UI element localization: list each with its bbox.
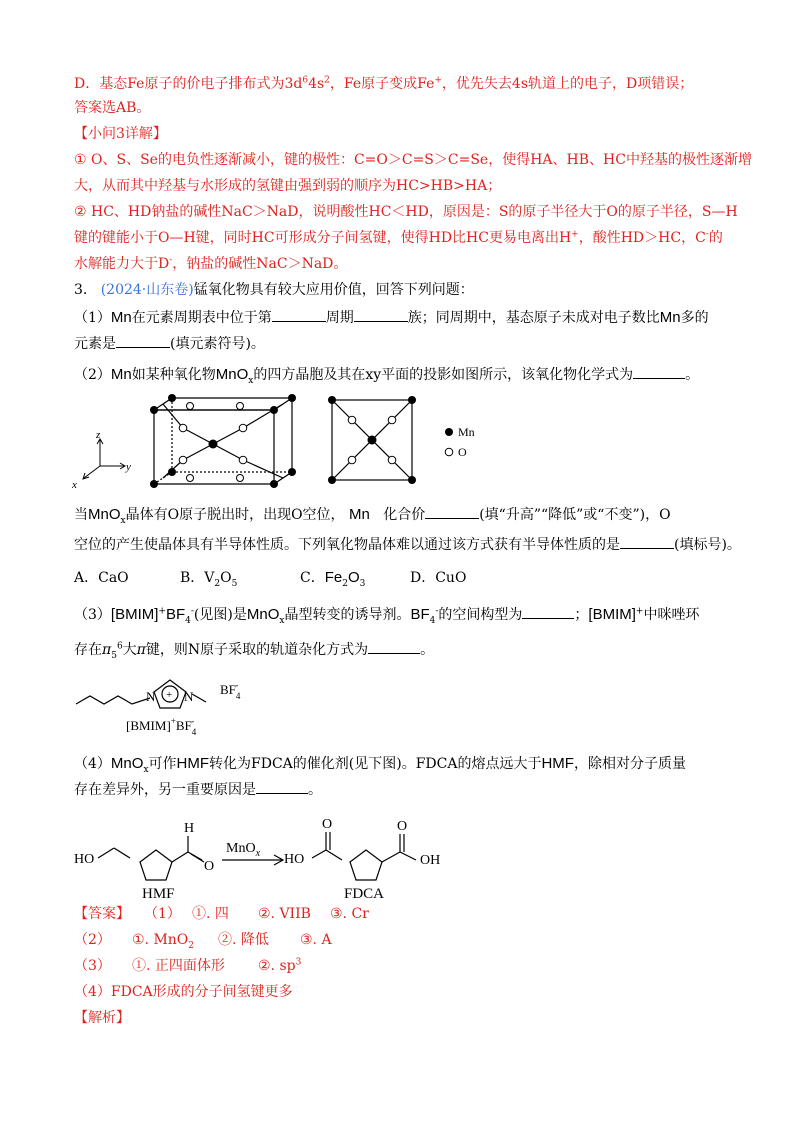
q4-line1: （4）MnO$_x$可作HMF转化为FDCA的催化剂(见下图)。FDCA的熔点远大于HMF，除相对分子质量 <box>74 755 686 775</box>
fdca-label: FDCA <box>344 886 385 902</box>
fdca-o1: O <box>322 817 333 832</box>
fdca-oh: OH <box>420 853 441 868</box>
prev-option-d: D．基态Fe原子的价电子排布式为$3d^64s^2$，Fe原子变成Fe+，优先失去4s轨道上的电子，D项错误； <box>74 75 694 92</box>
blank-q1-period[interactable] <box>272 307 326 322</box>
reaction-scheme <box>70 808 470 904</box>
answer-tag: 【答案】 <box>74 906 130 922</box>
hmf-h: H <box>184 821 195 836</box>
blank-q2-option[interactable] <box>620 534 674 549</box>
q2-line3: 空位的产生使晶体具有半导体性质。下列氧化物晶体难以通过该方式获有半导体性质的是 (填标号)。 <box>74 533 800 557</box>
analysis-tag: 【解析】 <box>74 1010 130 1026</box>
q2-line1: （2）Mn如某种氧化物MnO$_x$的四方晶胞及其在xy平面的投影如图所示，该氧化物化学式为 。 <box>74 366 700 386</box>
blank-q1-element[interactable] <box>116 333 170 348</box>
blank-q2-formula[interactable] <box>633 364 685 379</box>
hmf-label: HMF <box>142 886 175 902</box>
q4-line2: 存在差异外，另一重要原因是 。 <box>74 778 800 802</box>
q1-line2: 元素是 (填元素符号)。 <box>74 332 800 356</box>
legend-mn-label: Mn <box>458 425 475 439</box>
legend-mn-marker <box>445 428 453 436</box>
fdca-bonds <box>312 832 416 880</box>
prev-header-3: 【小问3详解】 <box>74 126 167 142</box>
prev-p1b: 大，从而其中羟基与水形成的氢键由强到弱的顺序为HC>HB>HA； <box>74 178 502 194</box>
blank-q2-valence[interactable] <box>425 504 479 519</box>
question-stem: 3. (2024·山东卷)锰氧化物具有较大应用价值，回答下列问题： <box>74 282 474 298</box>
answer-line-3: （3） ①. 正四面体形 ②. $sp^3$ <box>74 957 302 974</box>
bmim-n2-label: N <box>184 689 194 704</box>
blank-q4-reason[interactable] <box>256 779 308 794</box>
prev-p2b: 键的键能小于O—H键，同时HC可形成分子间氢键，使得HD比HC更易电离出H+，酸性HD＞HC，C-的 <box>74 229 723 246</box>
q3-line1: $(3)[BMIM]^+BF_4^-$(见图)是MnO$_x$晶型转变的诱导剂。$BF_4^-$的空间构型为 ；[BMIM]+中咪唑环 <box>74 606 700 626</box>
axis-x-label: x <box>72 479 77 491</box>
q2-line2: 当MnO$_x$晶体有O原子脱出时，出现O空位， Mn 化合价 (填“升高”“降低”或“不变”)，O <box>74 506 671 526</box>
blank-q3-shape[interactable] <box>522 604 574 619</box>
blank-q1-group[interactable] <box>354 307 408 322</box>
q1-line1: （1）Mn在元素周期表中位于第 周期 族；同周期中，基态原子未成对电子数比Mn多的 <box>74 309 709 326</box>
bmim-plus-sign: + <box>166 689 173 701</box>
q3-line2: 存在$\pi_5^6$大π键，则N原子采取的轨道杂化方式为 。 <box>74 638 800 662</box>
axis-y-label: y <box>126 461 131 473</box>
option-b: B．$V_2O_5$ <box>180 570 238 589</box>
bmim-n1-label: N <box>146 689 156 704</box>
prev-p2a: ② HC、HD钠盐的碱性NaC＞NaD，说明酸性HC＜HD，原因是：S的原子半径大于O的原子半径，S—H <box>74 204 738 220</box>
answer-line-1: 【答案】 （1） ①. 四 ②. VIIB ③. Cr <box>74 906 369 922</box>
axis-z-label: z <box>96 429 101 441</box>
question-source: (2024·山东卷) <box>100 282 194 298</box>
answer-line-4: （4）FDCA形成的分子间氢键更多 <box>74 984 293 1000</box>
axes-icon <box>83 439 125 479</box>
option-c: C．$Fe_2O_3$ <box>300 569 366 589</box>
bmim-structure <box>70 664 250 740</box>
blank-q3-hybrid[interactable] <box>368 639 420 654</box>
legend-o-marker <box>445 448 453 456</box>
prev-answer: 答案选AB。 <box>74 100 151 116</box>
hmf-ho: HO <box>74 852 95 867</box>
answer-line-2: （2） ①. MnO$_2$ ②. 降低 ③. A <box>74 932 332 951</box>
prev-p1a: ① O、S、Se的电负性逐渐减小，键的极性：C=O＞C=S＞C=Se，使得HA、HB、HC中羟基的极性逐渐增 <box>74 152 752 168</box>
catalyst-label: MnO$_x$ <box>226 841 261 859</box>
bmim-bf4-label: $BF_4-$ <box>220 680 241 701</box>
fdca-ho: HO <box>284 852 305 867</box>
prev-p2c: 水解能力大于D-，钠盐的碱性NaC＞NaD。 <box>74 255 348 272</box>
reaction-arrow <box>222 855 283 865</box>
option-a: A．CaO <box>74 570 129 586</box>
fdca-o2: O <box>397 819 408 834</box>
bmim-caption: $[BMIM]^+BF_4-$ <box>126 716 197 737</box>
legend-o-label: O <box>458 445 467 459</box>
crystal-cell-figure <box>70 392 490 498</box>
option-d: D．CuO <box>410 570 467 586</box>
hmf-o: O <box>204 859 215 874</box>
hmf-bonds <box>98 836 204 880</box>
